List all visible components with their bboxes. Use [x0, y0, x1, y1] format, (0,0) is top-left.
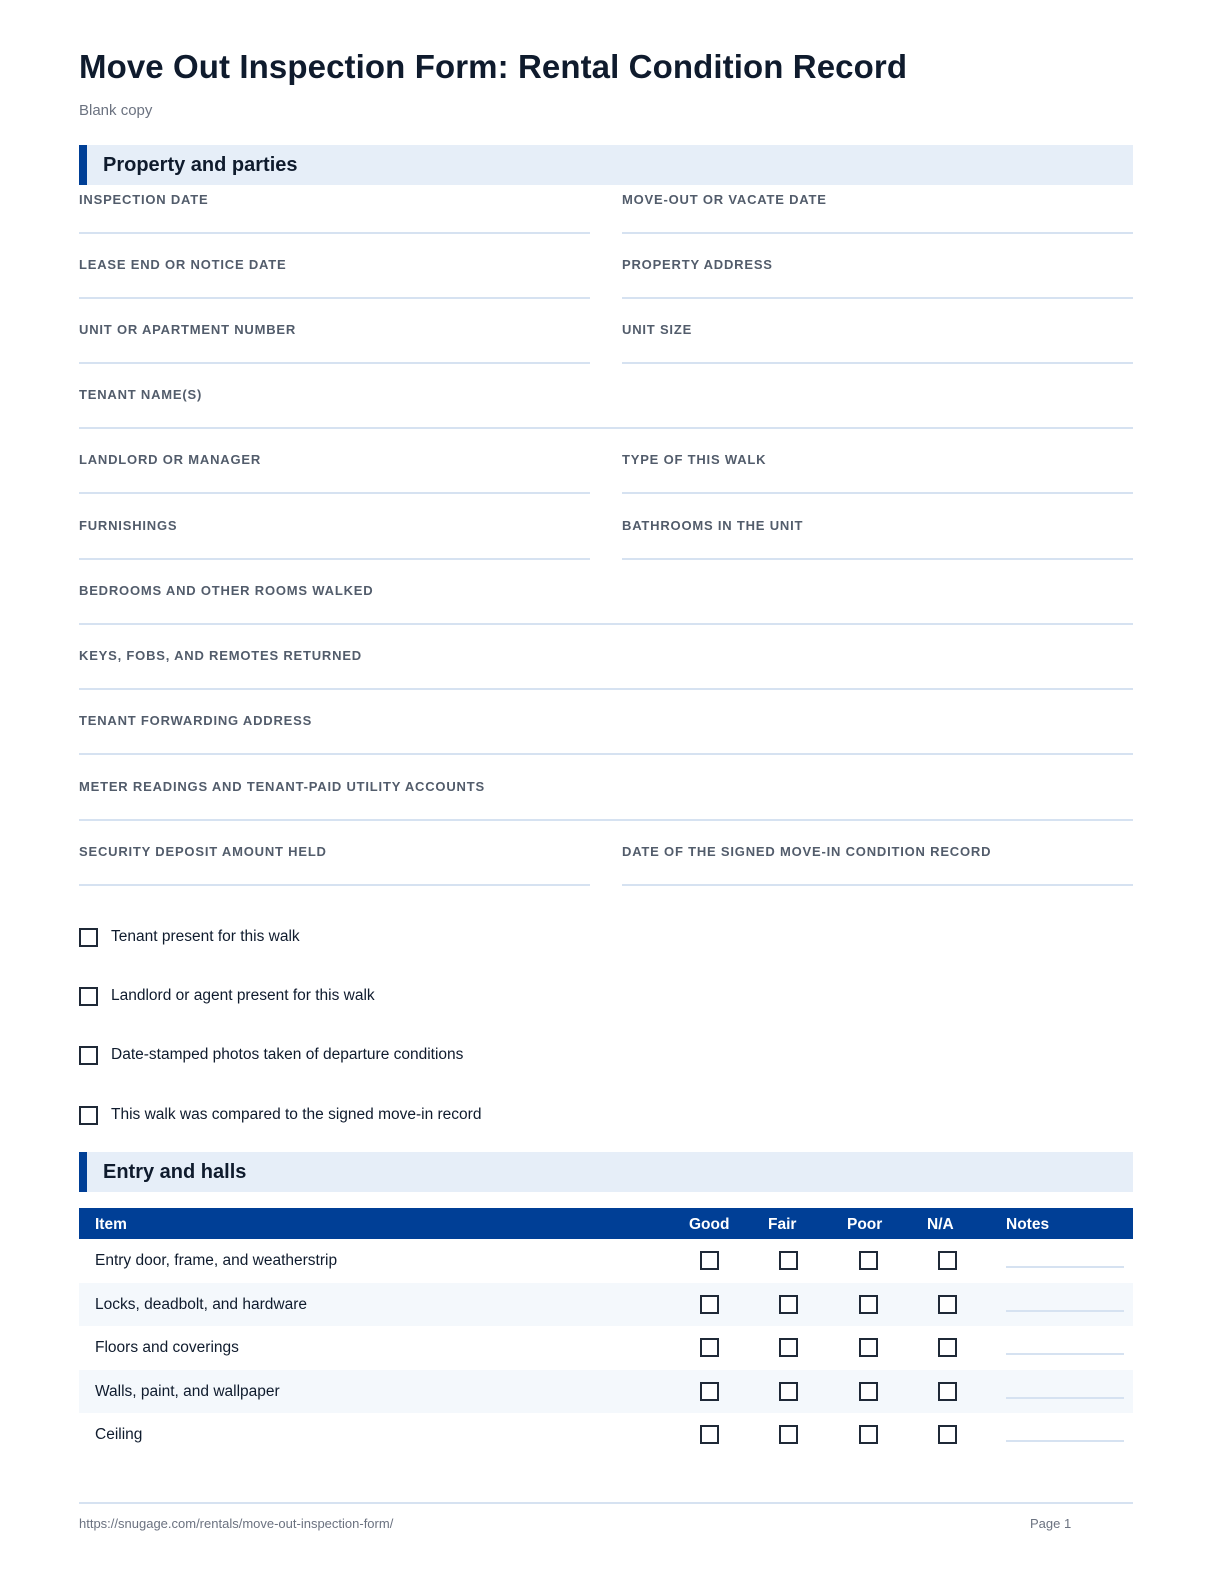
- checkbox-label: This walk was compared to the signed move-in record: [111, 1106, 482, 1123]
- good-checkbox[interactable]: [700, 1295, 719, 1314]
- row-item-label: Ceiling: [95, 1426, 143, 1443]
- na-checkbox[interactable]: [938, 1425, 957, 1444]
- notes-field[interactable]: [1006, 1353, 1124, 1355]
- unit-number-field[interactable]: [79, 322, 590, 364]
- table-row: [79, 1370, 1133, 1414]
- table-header: [79, 1208, 1133, 1239]
- page-number: Page 1: [1030, 1516, 1072, 1531]
- good-checkbox[interactable]: [700, 1425, 719, 1444]
- field-label: SECURITY DEPOSIT AMOUNT HELD: [79, 844, 327, 859]
- inspection-date-field[interactable]: [79, 192, 590, 234]
- section-title: Entry and halls: [103, 1161, 247, 1183]
- fair-checkbox[interactable]: [779, 1295, 798, 1314]
- na-checkbox[interactable]: [938, 1382, 957, 1401]
- checkbox-label: Date-stamped photos taken of departure conditions: [111, 1046, 464, 1063]
- na-checkbox[interactable]: [938, 1338, 957, 1357]
- section-header-property: [79, 145, 1133, 185]
- notes-field[interactable]: [1006, 1440, 1124, 1442]
- column-header-notes: Notes: [1006, 1216, 1050, 1233]
- page-subtitle: Blank copy: [79, 102, 153, 119]
- row-item-label: Entry door, frame, and weatherstrip: [95, 1252, 338, 1269]
- column-header-poor: Poor: [847, 1216, 883, 1233]
- field-label: INSPECTION DATE: [79, 192, 209, 207]
- field-label: PROPERTY ADDRESS: [622, 257, 773, 272]
- section-title: Property and parties: [103, 154, 298, 176]
- field-label: KEYS, FOBS, AND REMOTES RETURNED: [79, 648, 362, 663]
- column-header-na: N/A: [927, 1216, 954, 1233]
- field-label: TENANT NAME(S): [79, 387, 203, 402]
- poor-checkbox[interactable]: [859, 1251, 878, 1270]
- field-label: LANDLORD OR MANAGER: [79, 452, 262, 467]
- keys-returned-field[interactable]: [79, 648, 1133, 690]
- na-checkbox[interactable]: [938, 1251, 957, 1270]
- move-out-date-field[interactable]: [622, 192, 1133, 234]
- checkbox-label: Landlord or agent present for this walk: [111, 987, 375, 1004]
- field-label: BATHROOMS IN THE UNIT: [622, 518, 804, 533]
- tenant-names-field[interactable]: [79, 387, 1133, 429]
- good-checkbox[interactable]: [700, 1382, 719, 1401]
- table-row: [79, 1283, 1133, 1327]
- fair-checkbox[interactable]: [779, 1425, 798, 1444]
- unit-size-field[interactable]: [622, 322, 1133, 364]
- good-checkbox[interactable]: [700, 1251, 719, 1270]
- field-label: METER READINGS AND TENANT-PAID UTILITY ACCOUNTS: [79, 779, 485, 794]
- poor-checkbox[interactable]: [859, 1382, 878, 1401]
- field-label: BEDROOMS AND OTHER ROOMS WALKED: [79, 583, 374, 598]
- checkbox-label: Tenant present for this walk: [111, 928, 300, 945]
- table-row: [79, 1326, 1133, 1370]
- table-row: [79, 1239, 1133, 1283]
- footer-divider: [79, 1502, 1133, 1504]
- footer-url: https://snugage.com/rentals/move-out-inspection-form/: [79, 1516, 394, 1531]
- walk-type-field[interactable]: [622, 452, 1133, 494]
- field-label: UNIT SIZE: [622, 322, 693, 337]
- field-label: FURNISHINGS: [79, 518, 178, 533]
- row-item-label: Floors and coverings: [95, 1339, 239, 1356]
- property-address-field[interactable]: [622, 257, 1133, 299]
- bathrooms-field[interactable]: [622, 518, 1133, 560]
- field-label: LEASE END OR NOTICE DATE: [79, 257, 287, 272]
- row-item-label: Locks, deadbolt, and hardware: [95, 1295, 307, 1313]
- notes-field[interactable]: [1006, 1310, 1124, 1312]
- condition-table: [79, 1208, 1133, 1457]
- table-row: [79, 1413, 1133, 1457]
- field-label: MOVE-OUT OR VACATE DATE: [622, 192, 827, 207]
- fair-checkbox[interactable]: [779, 1382, 798, 1401]
- na-checkbox[interactable]: [938, 1295, 957, 1314]
- checkbox[interactable]: [79, 1046, 98, 1065]
- good-checkbox[interactable]: [700, 1338, 719, 1357]
- checkbox[interactable]: [79, 928, 98, 947]
- field-label: DATE OF THE SIGNED MOVE-IN CONDITION RECORD: [622, 844, 992, 859]
- field-label: TYPE OF THIS WALK: [622, 452, 767, 467]
- forwarding-address-field[interactable]: [79, 713, 1133, 755]
- checkbox[interactable]: [79, 1106, 98, 1125]
- field-label: TENANT FORWARDING ADDRESS: [79, 713, 313, 728]
- field-label: UNIT OR APARTMENT NUMBER: [79, 322, 297, 337]
- column-header-item: Item: [95, 1216, 127, 1233]
- fair-checkbox[interactable]: [779, 1251, 798, 1270]
- furnishings-field[interactable]: [79, 518, 590, 560]
- lease-end-date-field[interactable]: [79, 257, 590, 299]
- move-in-record-date-field[interactable]: [622, 844, 1133, 886]
- deposit-held-field[interactable]: [79, 844, 590, 886]
- column-header-good: Good: [689, 1216, 730, 1233]
- page-title: Move Out Inspection Form: Rental Condition Record: [79, 48, 908, 85]
- meter-readings-field[interactable]: [79, 779, 1133, 821]
- column-header-fair: Fair: [768, 1216, 797, 1233]
- poor-checkbox[interactable]: [859, 1425, 878, 1444]
- poor-checkbox[interactable]: [859, 1338, 878, 1357]
- notes-field[interactable]: [1006, 1397, 1124, 1399]
- row-item-label: Walls, paint, and wallpaper: [95, 1382, 280, 1400]
- fair-checkbox[interactable]: [779, 1338, 798, 1357]
- landlord-field[interactable]: [79, 452, 590, 494]
- poor-checkbox[interactable]: [859, 1295, 878, 1314]
- notes-field[interactable]: [1006, 1266, 1124, 1268]
- checkbox[interactable]: [79, 987, 98, 1006]
- section-header-entry: [79, 1152, 1133, 1192]
- rooms-walked-field[interactable]: [79, 583, 1133, 625]
